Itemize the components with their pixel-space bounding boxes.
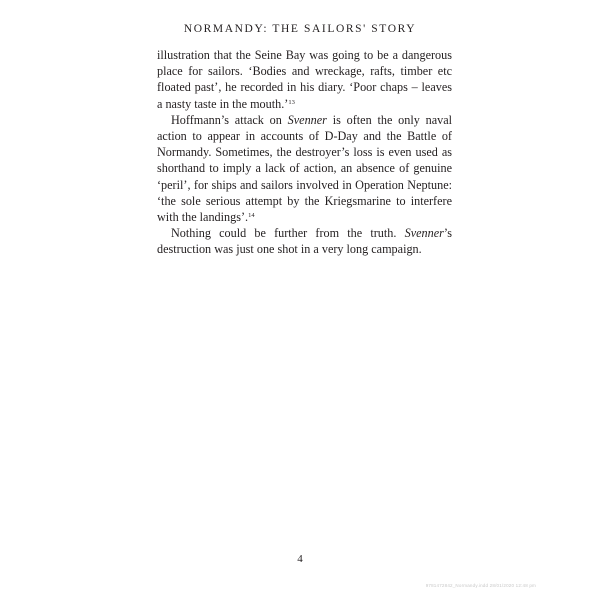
ship-name-svenner: Svenner [287, 112, 327, 127]
paragraph-2 [157, 112, 452, 225]
ship-name-svenner: Svenner [404, 226, 444, 241]
paragraph-3-text-b: ’s destruction was just one shot in a very long campaign. [157, 226, 452, 257]
printer-slug: 9781472842_Normandy.indd 28/01/2020 12:48 pm [425, 583, 536, 588]
body-text [157, 47, 452, 258]
page-number: 4 [297, 553, 303, 565]
paragraph-3 [157, 225, 452, 257]
paragraph-3-text-a: Nothing could be further from the truth. [171, 226, 405, 241]
paragraph-1-text: illustration that the Seine Bay was going to be a dangerous place for sailors. ‘Bodies and wreckage, rafts, timber etc floated past’, he recorded in his diary. ‘Poor chaps – leaves a nasty taste in the mouth.’ [157, 48, 452, 111]
footnote-ref-14: 14 [248, 212, 255, 220]
paragraph-1 [157, 47, 452, 112]
running-head: NORMANDY: THE SAILORS' STORY [183, 23, 417, 35]
footnote-ref-13: 13 [288, 98, 295, 106]
paragraph-2-text-a: Hoffmann’s attack on [171, 112, 288, 127]
paragraph-2-text-b: is often the only naval action to appear in accounts of D-Day and the Battle of Normandy. Sometimes, the destroyer’s loss is even used as shorthand to imply a lack of action, an absence of genuine ‘peril’, for ships and sailors involved in Operation Neptune: ‘the sole serious attempt by the Kriegsmarine to interfere with the landings’. [157, 112, 452, 225]
